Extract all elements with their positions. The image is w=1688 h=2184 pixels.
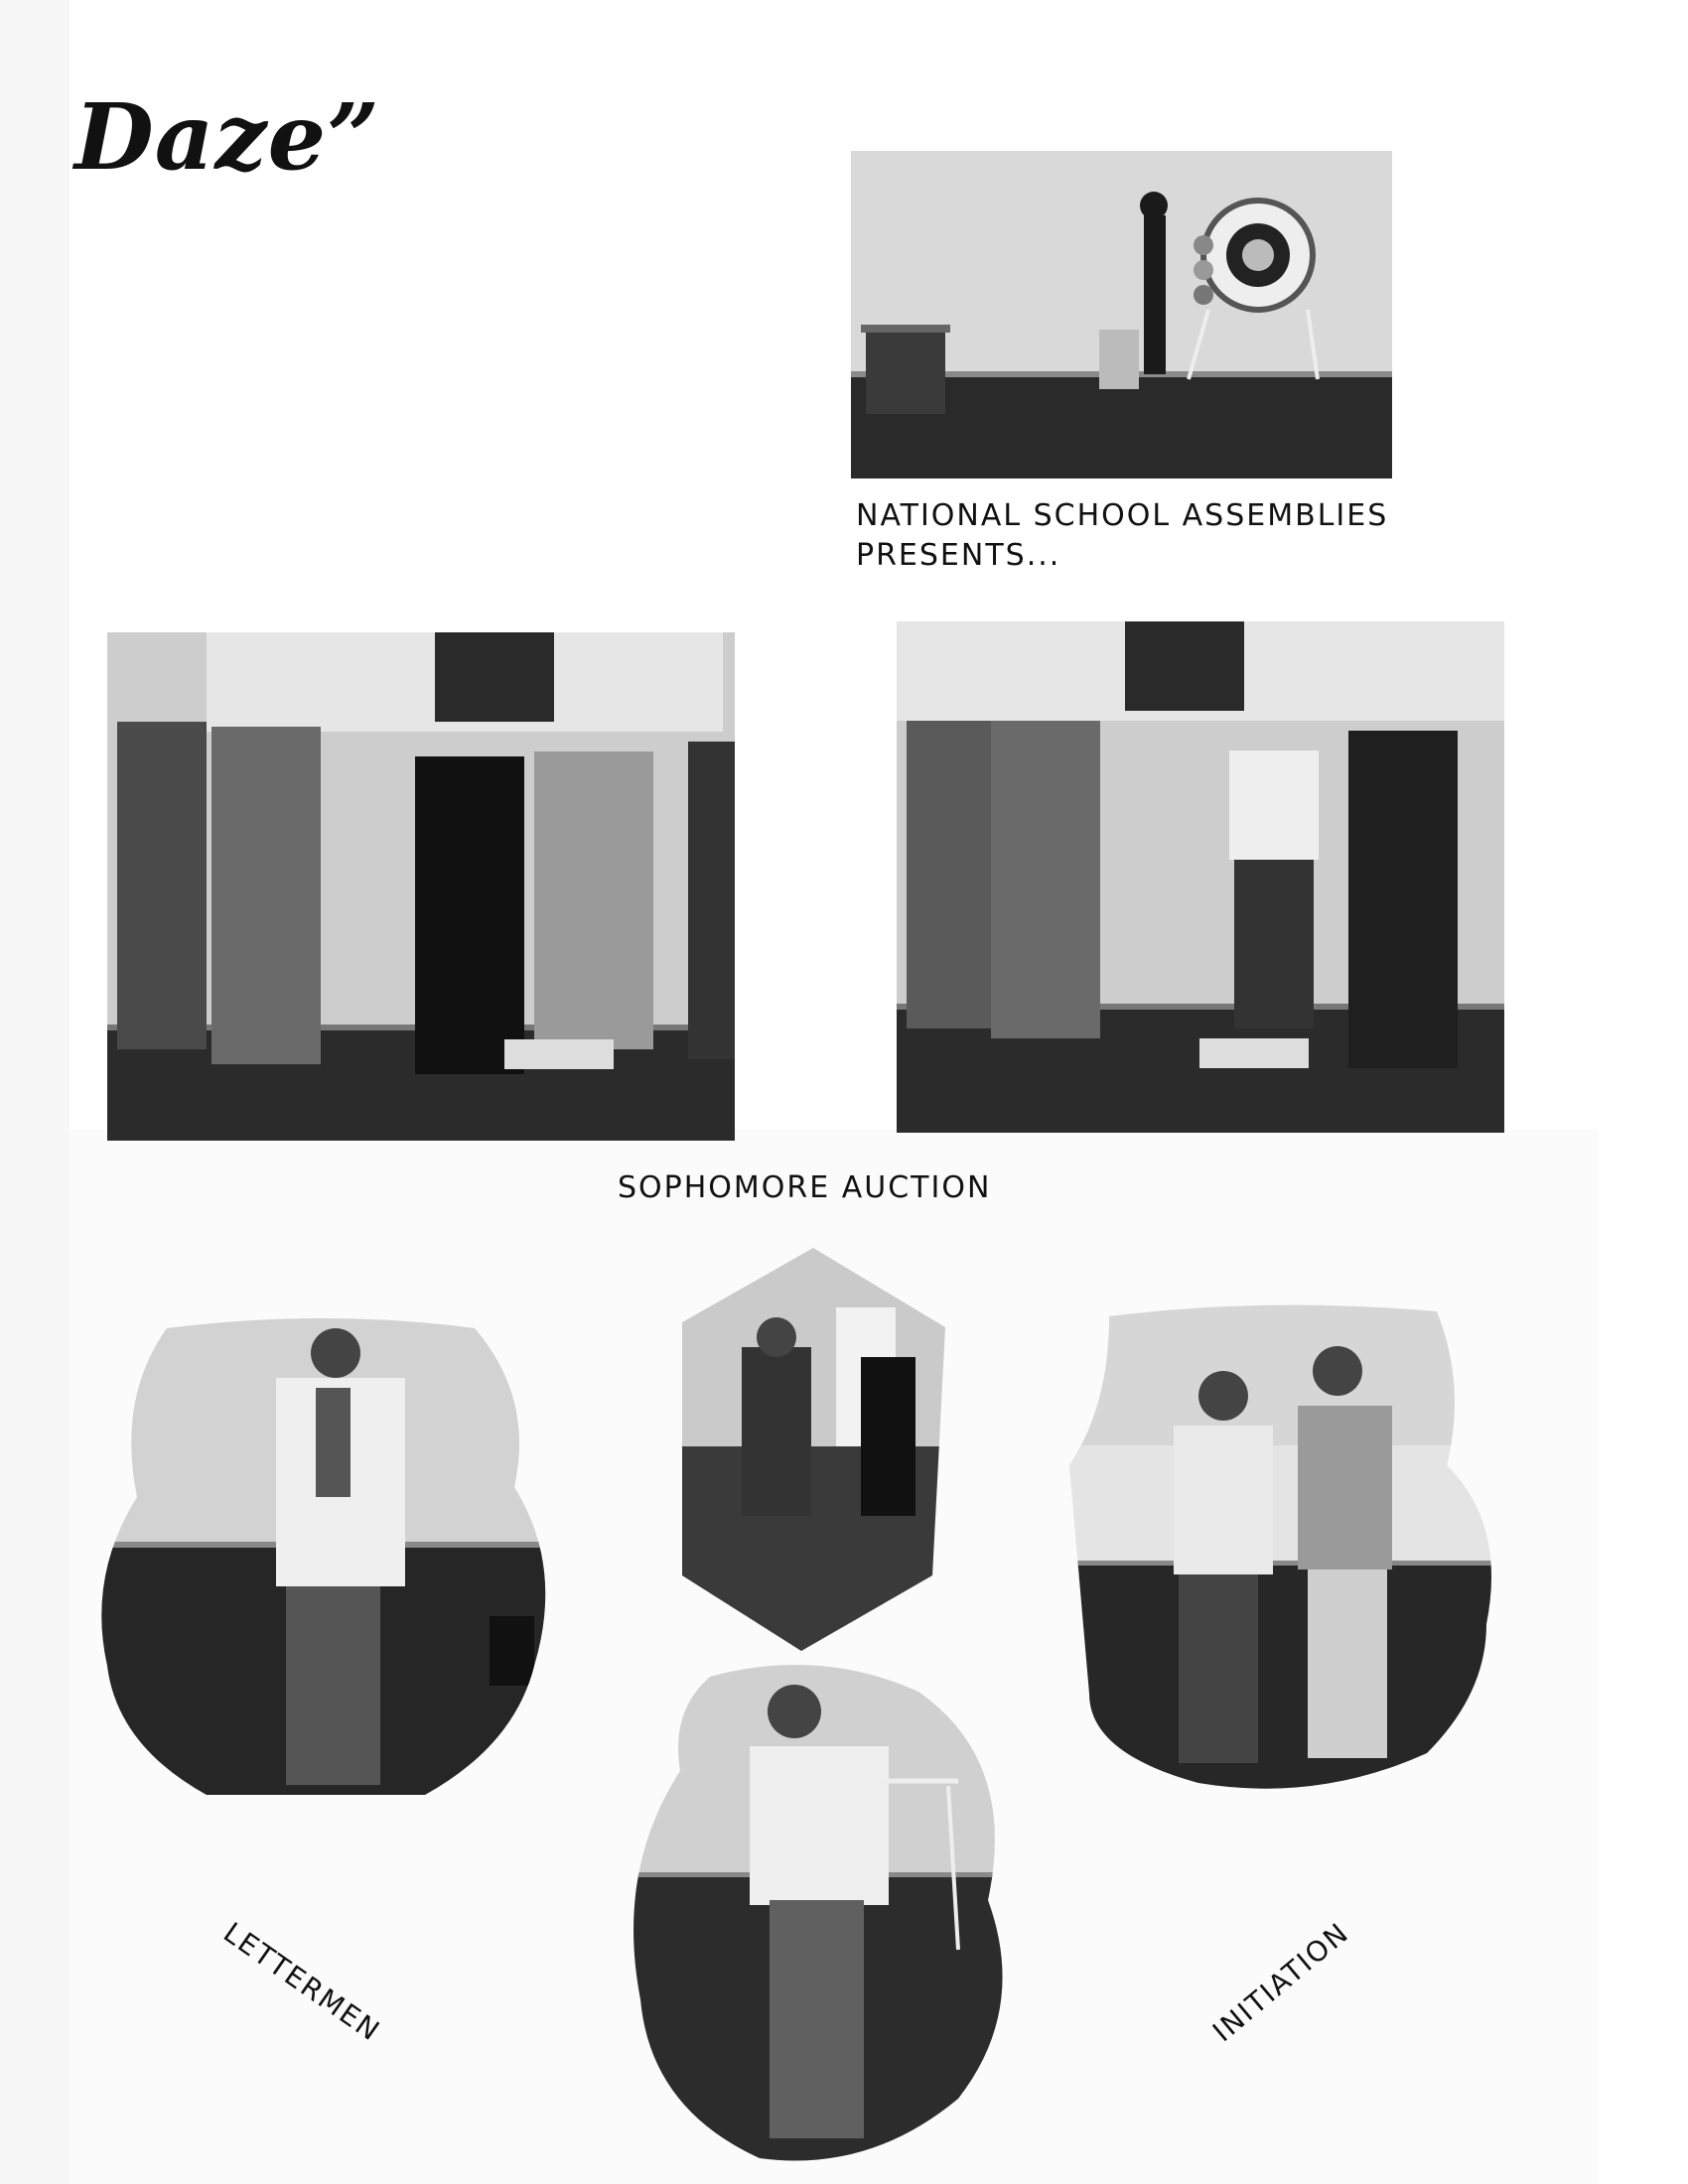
lettermen-caption: LETTERMEN: [217, 1916, 387, 2049]
scan-margin: [0, 0, 70, 2184]
center-bottom-photo: [621, 1652, 1016, 2169]
page-heading: Daze”: [74, 83, 381, 191]
lettermen-photo: [97, 1308, 552, 1799]
assemblies-caption: NATIONAL SCHOOL ASSEMBLIES PRESENTS...: [856, 498, 1389, 573]
archery-photo: [851, 151, 1392, 478]
auction-photo-left: [107, 632, 735, 1141]
auction-photo-right: [897, 621, 1504, 1133]
initiation-caption: INITIATION: [1206, 1915, 1356, 2049]
center-hexagon-photo: [682, 1248, 945, 1651]
initiation-photo: [1069, 1297, 1501, 1801]
auction-caption: SOPHOMORE AUCTION: [618, 1170, 992, 1205]
